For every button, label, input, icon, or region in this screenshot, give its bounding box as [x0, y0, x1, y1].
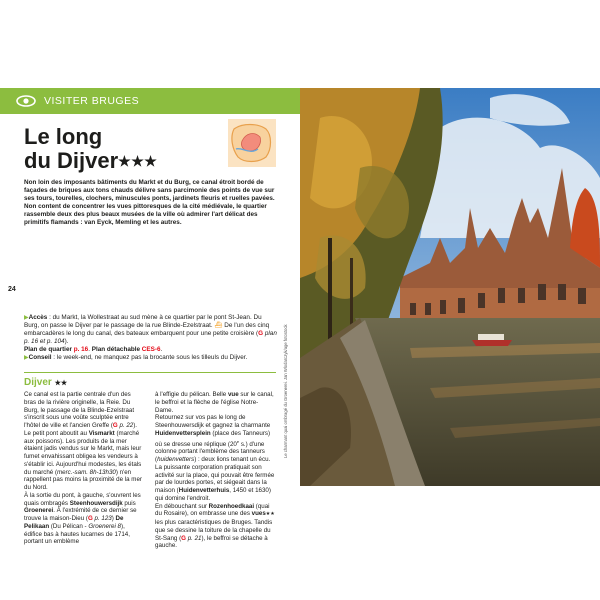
page-number: 24 — [8, 286, 16, 293]
intro-paragraph: Non loin des imposants bâtiments du Markt et du Burg, ce canal étroit bordé de façades de briques aux tons chauds délivre sans parcimonie des points de vue sur ses tours, tourelles, clochers, minuscules ponts, jardinets fleuris et ruelles pavées. Non content de concentrer les vues pittoresques de la cité médiévale, le quartier rassemble deux des plus beaux musées de la ville où admirer l'art délicat des primitifs flamands : van Eyck, Memling et les autres. — [24, 179, 275, 227]
title-stars: ★★★ — [118, 153, 158, 169]
photo-caption: Le charmant quai ombragé du Groenerei. Jan Wlodarczyk/age fotostock — [283, 324, 288, 458]
subsection-title: Dijver ★★ — [24, 377, 68, 388]
page-title — [24, 125, 157, 173]
section-divider — [24, 372, 276, 373]
book-spread — [0, 88, 600, 550]
plan-label: Plan de quartier — [24, 346, 72, 354]
guide-symbol-icon: G — [112, 422, 118, 429]
plan-ref[interactable]: p. 16 — [73, 346, 89, 354]
guide-symbol-icon: G — [258, 330, 264, 338]
guide-symbol-icon: G — [87, 515, 93, 522]
boat-icon: ⛴ — [214, 322, 223, 330]
plan-detach-ref[interactable]: CES-6 — [141, 346, 161, 354]
locator-map-icon — [228, 119, 276, 167]
text-column-1: Ce canal est la partie centrale d'un des bras de la rivière originelle, la Reie. Du Burg, le passage de la Blinde-Ezelstraat s'inscrit sous une voûte sculptée entre l'hôtel de ville et l'ancien Greffe (G p. 22). Le petit pont aboutit au Vismarkt (marché aux poissons). Les produits de la mer étaient jadis vendus sur le Markt, mais leur fumet envahissant obligea les vendeurs à s'établir ici. Aujourd'hui modestes, les étals du marché (merc.-sam. 8h-13h30) n'en rappellent pas moins la proximité de la mer du Nord. À la sortie du pont, à gauche, s'ouvrent les quais ombragés Steenhouwersdijk puis Groenerei. À l'extrémité de ce dernier se trouve la maison-Dieu (G p. 123) De Pelikaan (Du Pélican - Groenerei 8), édifice bas à hautes lucarnes de 1714, portant un emblème — [24, 391, 142, 546]
conseil-label: Conseil — [28, 354, 52, 362]
title-line-2: du Dijver — [24, 148, 119, 173]
section-band — [0, 88, 300, 114]
title-line-1: Le long — [24, 124, 103, 149]
practical-info: ▶Accès : du Markt, la Wollestraat au sud mène à ce quartier par le pont St-Jean. Du Burg, on passe le Dijver par le passage de la rue Blinde-Ezelstraat. ⛴ De l'un des cinq embarcadères le long du canal, des bateaux embarquent pour une petite croisière (G plan p. 16 et p. 104). Plan de quartier p. 16. Plan détachable CES-6. ▶Conseil : le week-end, ne manquez pas la brocante sous les tilleuls du Dijver. — [24, 314, 277, 362]
guide-symbol-icon: G — [181, 534, 186, 542]
text-column-2: à l'effigie du pélican. Belle vue sur le canal, le beffroi et la flèche de l'église Notre-Dame. Retournez sur vos pas le long de Steenhouwersdijk et gagnez la charmante Huidenvettersplein (place des Tanneurs) où se dresse une réplique (20e s.) d'une colonne portant l'emblème des tanneurs (huidenvetters) : deux lions tenant un écu. La puissante corporation pratiquait son activité sur la place, qui pouvait être fermée par de lourdes portes, et siégeait dans la maison (Huidenvetterhuis, 1450 et 1630) qui domine l'endroit. En débouchant sur Rozenhoedkaai (quai du Rosaire), on embrasse une des vues★★ les plus caractéristiques de Bruges. Tandis que se dessine la toiture de la chapelle du St-Sang (G p. 21), le beffroi se détache à gauche. — [155, 391, 275, 550]
text-page — [0, 88, 300, 550]
eye-icon — [16, 94, 36, 108]
canal-photo — [300, 88, 600, 486]
acces-label: Accès — [28, 314, 48, 321]
section-label: VISITER BRUGES — [44, 95, 140, 107]
